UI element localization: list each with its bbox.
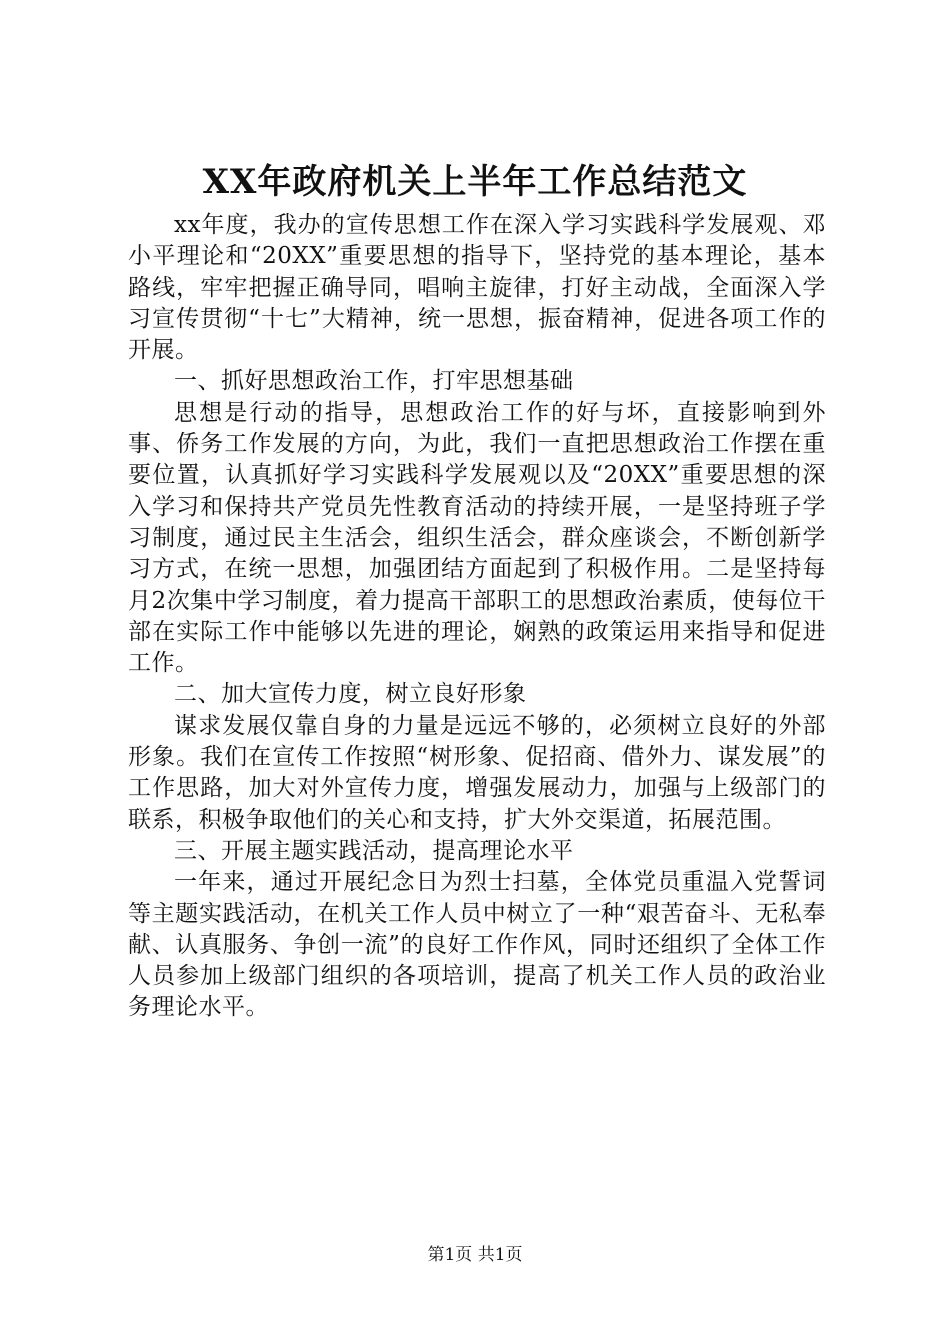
section-heading-2: 二、加大宣传力度，树立良好形象 xyxy=(174,681,527,708)
document-title: XX年政府机关上半年工作总结范文 xyxy=(202,162,748,202)
section-paragraph-1: 思想是行动的指导，思想政治工作的好与坏，直接影响到外事、侨务工作发展的方向，为此，我们一直把思想政治工作摆在重要位置，认真抓好学习实践科学发展观以及“20XX”重要思想的深入学习和保持共产党员先性教育活动的持续开展，一是坚持班子学习制度，通过民主生活会，组织生活会，群众座谈会，不断创新学习方式，在统一思想，加强团结方面起到了积极作用。二是坚持每月2次集中学习制度，着力提高干部职工的思想政治素质，使每位干部在实际工作中能够以先进的理论，娴熟的政策运用来指导和促进工作。 xyxy=(128,399,826,677)
section-heading-1: 一、抓好思想政治工作，打牢思想基础 xyxy=(174,368,574,395)
section-paragraph-2: 谋求发展仅靠自身的力量是远远不够的，必须树立良好的外部形象。我们在宣传工作按照“树形象、促招商、借外力、谋发展”的工作思路，加大对外宣传力度，增强发展动力，加强与上级部门的联系，积极争取他们的关心和支持，扩大外交渠道，拓展范围。 xyxy=(128,712,826,833)
section-paragraph-3: 一年来，通过开展纪念日为烈士扫墓，全体党员重温入党誓词等主题实践活动，在机关工作人员中树立了一种“艰苦奋斗、无私奉献、认真服务、争创一流”的良好工作作风，同时还组织了全体工作人员参加上级部门组织的各项培训，提高了机关工作人员的政治业务理论水平。 xyxy=(128,869,826,1021)
intro-paragraph: xx年度，我办的宣传思想工作在深入学习实践科学发展观、邓小平理论和“20XX”重要思想的指导下，坚持党的基本理论，基本路线，牢牢把握正确导同，唱响主旋律，打好主动战，全面深入学习宣传贯彻“十七”大精神，统一思想，振奋精神，促进各项工作的开展。 xyxy=(128,212,826,364)
section-heading-3: 三、开展主题实践活动，提高理论水平 xyxy=(174,837,574,864)
page-footer: 第1页 共1页 xyxy=(427,1245,523,1265)
document-body xyxy=(128,210,826,1024)
